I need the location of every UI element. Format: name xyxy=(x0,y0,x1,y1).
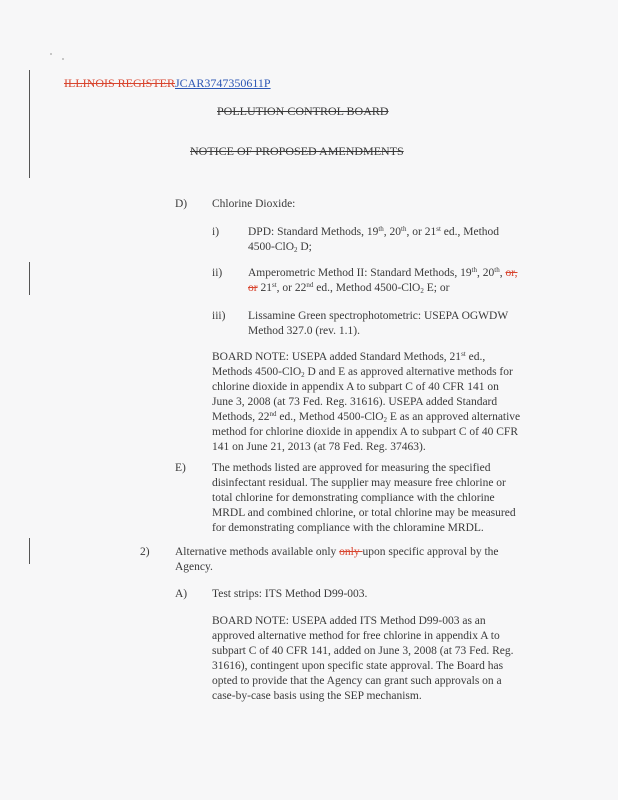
board-note-2: BOARD NOTE: USEPA added ITS Method D99-003 as an approved alternative method for free chlorine in appendix A to subpart C of 40 CFR 141, added on June 3, 2008 (at 73 Fed. Reg. 31616), contingent upon specific state approval. The Board has opted to provide that the Agency can grant such approvals on a case-by-case basis using the SEP mechanism. xyxy=(212,615,514,702)
scan-speck xyxy=(62,58,64,60)
item-i-text: DPD: Standard Methods, 19th, 20th, or 21st ed., Method 4500-ClO$_2$ D; xyxy=(248,225,500,254)
item-d-label: D) xyxy=(175,198,188,210)
item-a-text: Test strips: ITS Method D99-003. xyxy=(212,588,368,600)
item-2-label: 2) xyxy=(140,546,150,558)
board-title: POLLUTION CONTROL BOARD xyxy=(217,104,389,118)
item-d-title: Chlorine Dioxide: xyxy=(212,198,296,210)
item-e-text: The methods listed are approved for measuring the specified disinfectant residual. The supplier may measure free chlorine or total chlorine for demonstrating compliance with the chlorine MRDL and combined chlorine, or total chlorine may be measured for demonstrating compliance with the chloramine MRDL. xyxy=(212,462,516,534)
change-bar xyxy=(29,538,30,564)
item-ii-label: ii) xyxy=(212,267,223,279)
item-i-label: i) xyxy=(212,226,220,238)
scan-speck xyxy=(50,53,52,55)
item-ii-text: Amperometric Method II: Standard Methods, 19th, 20th, or, or 21st, or 22nd ed., Method 4500-ClO$_2$ E; or xyxy=(248,266,518,295)
board-note-1: BOARD NOTE: USEPA added Standard Methods, 21st ed., Methods 4500-ClO$_2$ D and E as approved alternative methods for chlorine dioxide in appendix A to subpart C of 40 CFR 141 on June 3, 2008 (at 73 Fed. Reg. 31616). USEPA added Standard Methods, 22nd ed., Method 4500-ClO$_2$ E as an approved alternative method for chlorine dioxide in appendix A to subpart C of 40 CFR 141 on June 21, 2013 (at 78 Fed. Reg. 37463). xyxy=(212,350,521,453)
register-struck: ILLINOIS REGISTER xyxy=(64,76,175,90)
register-code: JCAR3747350611P xyxy=(175,76,271,90)
change-bar xyxy=(29,70,30,178)
item-iii-text: Lissamine Green spectrophotometric: USEPA OGWDW Method 327.0 (rev. 1.1). xyxy=(248,310,509,337)
item-e-label: E) xyxy=(175,462,186,474)
item-iii-label: iii) xyxy=(212,310,226,322)
change-bar xyxy=(29,262,30,295)
register-header xyxy=(64,76,271,91)
item-a-label: A) xyxy=(175,588,188,600)
item-2-text: Alternative methods available only only upon specific approval by the Agency. xyxy=(175,546,499,573)
notice-title: NOTICE OF PROPOSED AMENDMENTS xyxy=(190,144,404,158)
